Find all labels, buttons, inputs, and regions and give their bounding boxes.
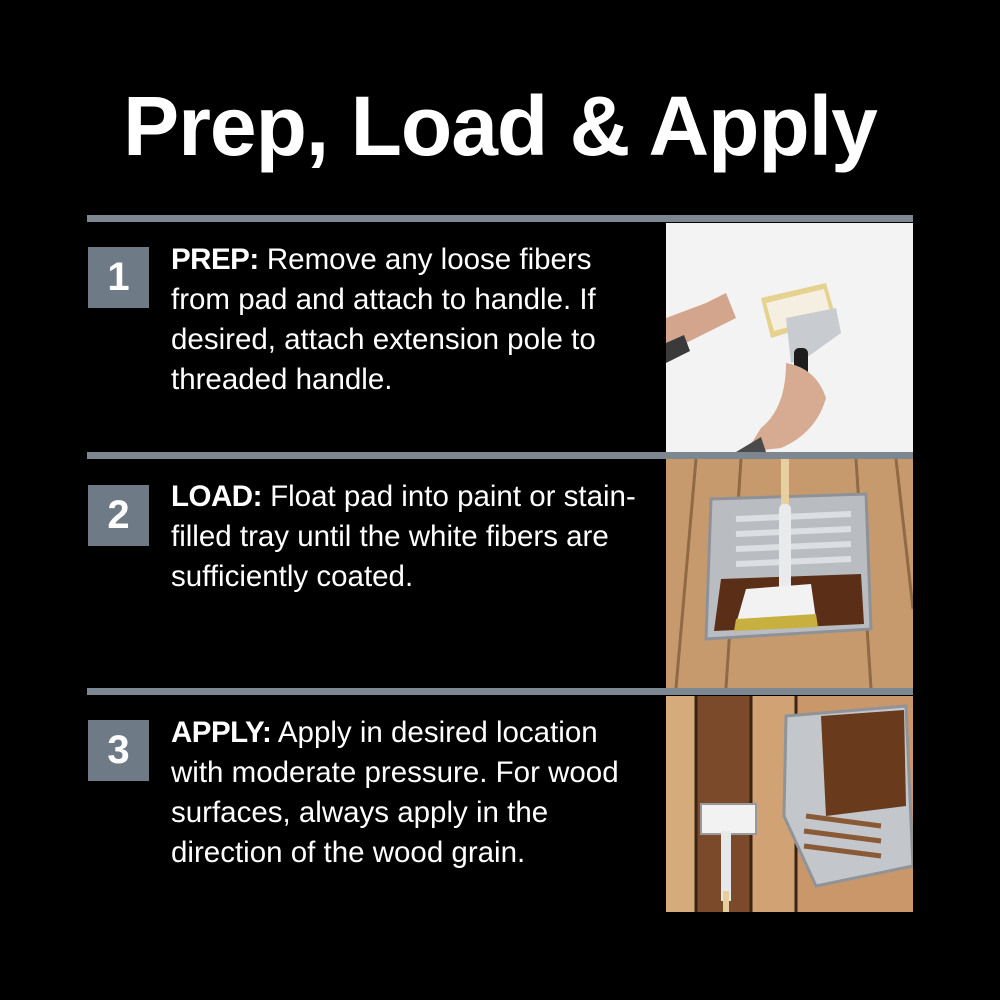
step-1-number-badge: 1 [88,247,149,308]
divider-2 [87,452,913,459]
step-2-description: Float pad into paint or stain-filled tray until the white fibers are sufficiently coated. [171,480,636,593]
step-1-description: Remove any loose fibers from pad and attach to handle. If desired, attach extension pole to threaded handle. [171,243,596,396]
step-3-number-badge: 3 [88,720,149,781]
step-3-photo [666,696,913,912]
divider-3 [87,688,913,695]
step-3-description: Apply in desired location with moderate pressure. For wood surfaces, always apply in the direction of the wood grain. [171,716,619,869]
step-2-photo [666,459,913,688]
step-2-keyword: LOAD: [171,480,262,513]
step-1-keyword: PREP: [171,243,259,276]
step-2-number-badge: 2 [88,485,149,546]
step-1-photo [666,223,913,452]
step-2-text [171,477,651,597]
step-3-keyword: APPLY: [171,716,272,749]
divider-1 [87,215,913,222]
page-title: Prep, Load & Apply [123,79,877,173]
step-3-text [171,713,651,873]
step-1-text [171,240,651,400]
